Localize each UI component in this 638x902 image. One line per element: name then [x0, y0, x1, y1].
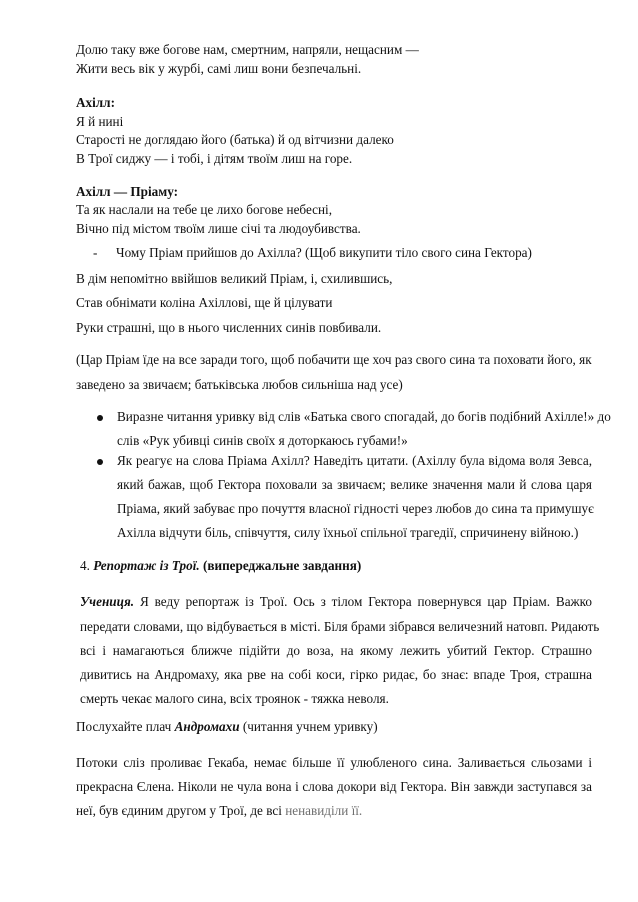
bullet-text: Як реагує на слова Пріама Ахілл? Наведіть цитати. (Ахіллу була відома воля Зевса, — [117, 453, 592, 468]
bullet-text: Пріама, який забуває про почуття власної гідності через любов до сина та примушує — [117, 501, 594, 516]
report-line — [80, 594, 592, 610]
poem-line: Та як наслали на тебе це лихо богове небесні, — [76, 202, 333, 217]
report-text: Я веду репортаж із Трої. Ось з тілом Гектора повернувся цар Пріам. Важко — [139, 594, 592, 609]
speaker-heading: Ахілл: — [76, 95, 115, 110]
poem-line: Долю таку вже богове нам, смертним, напряли, нещасним — — [76, 42, 419, 57]
question-text: Чому Пріам прийшов до Ахілла? (Щоб викупити тіло свого сина Гектора) — [116, 245, 532, 260]
poem-line: Став обнімати коліна Ахіллові, ще й цілувати — [76, 295, 333, 310]
bullet-text: Виразне читання уривку від слів «Батька свого спогадай, до богів подібний Ахілле!» до — [117, 409, 611, 424]
speaker-heading: Ахілл — Пріаму: — [76, 184, 179, 199]
bullet-text: який бажав, щоб Гектора поховали за звичаєм; велике значення мали й слова царя — [117, 477, 592, 492]
poem-line: В дім непомітно ввійшов великий Пріам, і, схилившись, — [76, 271, 393, 286]
bullet-icon — [97, 415, 103, 421]
bullet-text: Ахілла відчути біль, співчуття, силу їхньої спільної трагедії, спричинену війною.) — [117, 525, 579, 540]
report-line: всі і намагаються ближче підійти до воза, на якому лежить убитий Гектор. Страшно — [80, 643, 592, 658]
poem-line: Я й нині — [76, 114, 124, 129]
paragraph-line: Потоки сліз проливає Гекаба, немає більше її улюбленого сина. Заливається сльозами і — [76, 755, 592, 770]
bullet-icon — [97, 459, 103, 465]
listen-prefix: Послухайте плач — [76, 719, 172, 734]
note-line: заведено за звичаєм; батьківська любов сильніша над усе) — [76, 377, 403, 392]
poem-line: Вічно під містом твоїм лише січі та людоубивства. — [76, 221, 361, 236]
question-dash: - — [93, 245, 98, 260]
section-subtitle: (випереджальне завдання) — [202, 558, 362, 573]
report-speaker: Учениця. — [80, 594, 135, 609]
listen-name: Андромахи — [174, 719, 240, 734]
section-number: 4. — [80, 558, 90, 573]
poem-line: В Трої сиджу — і тобі, і дітям твоїм лиш на горе. — [76, 151, 353, 166]
listen-line — [76, 719, 378, 735]
section-heading — [80, 558, 361, 574]
listen-suffix: (читання учнем уривку) — [239, 719, 378, 734]
report-line: дивитись на Андромаху, яка рве на собі коси, гірко ридає, бо знає: впаде Троя, страшна — [80, 667, 592, 682]
poem-line: Руки страшні, що в нього численних синів повбивали. — [76, 320, 382, 335]
report-line: передати словами, що відбувається в місті. Біля брами зібрався величезний натовп. Ридають — [80, 619, 600, 634]
bullet-text: слів «Рук убивці синів своїх я доторкаюсь губами!» — [117, 433, 408, 448]
paragraph-text: неї, був єдиним другом у Трої, де всі — [76, 803, 286, 818]
note-line: (Цар Пріам їде на все заради того, щоб побачити ще хоч раз свого сина та поховати його, як — [76, 352, 592, 367]
section-title: Репортаж із Трої. — [93, 558, 200, 573]
paragraph-line — [76, 803, 362, 819]
report-line: смерть чекає малого сина, всіх троянок - тяжка неволя. — [80, 691, 389, 706]
poem-line: Жити весь вік у журбі, самі лиш вони безпечальні. — [76, 61, 362, 76]
paragraph-text-muted: ненавиділи її. — [285, 803, 363, 818]
poem-line: Старості не доглядаю його (батька) й од вітчизни далеко — [76, 132, 394, 147]
paragraph-line: прекрасна Єлена. Ніколи не чула вона і слова докори від Гектора. Він завжди заступався за — [76, 779, 592, 794]
